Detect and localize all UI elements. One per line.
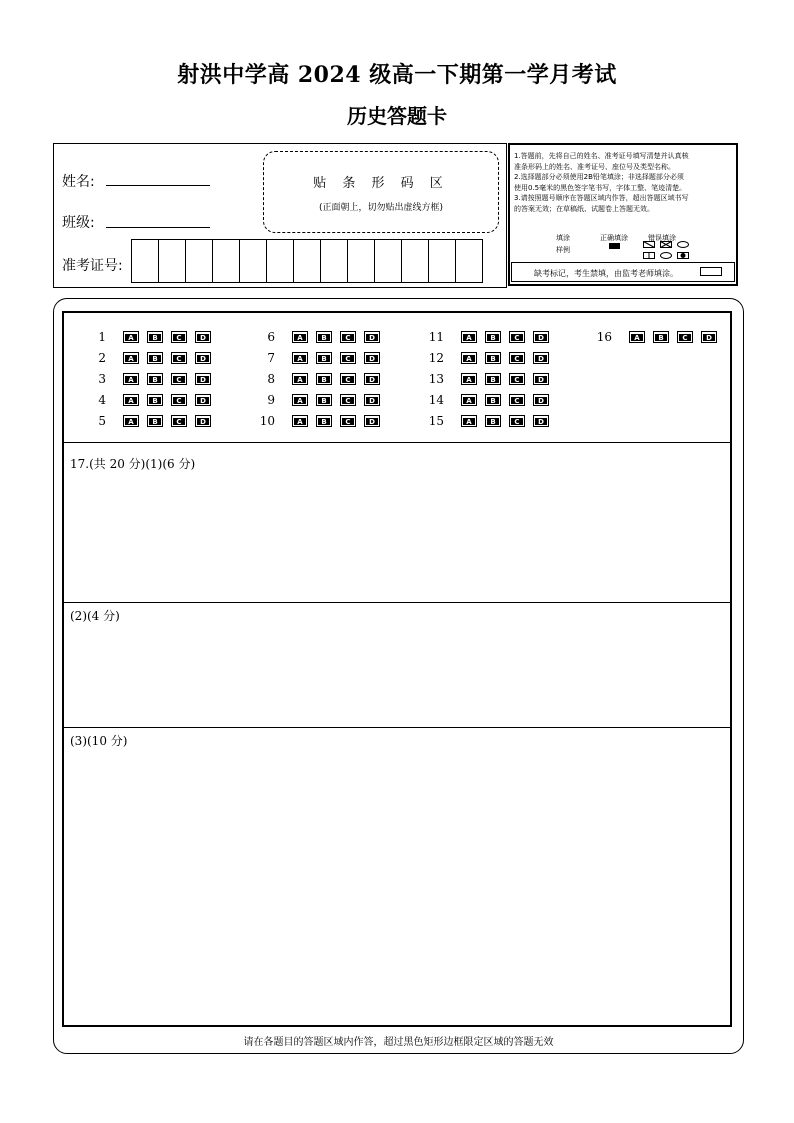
answer-bubble-a[interactable] — [292, 414, 308, 428]
question-number: 10 — [259, 414, 275, 428]
svg-text:C: C — [514, 355, 520, 364]
barcode-hint: (正面朝上，切勿贴出虚线方框) — [318, 203, 444, 213]
answer-bubble-d[interactable] — [533, 393, 549, 407]
choice-question-row — [86, 393, 211, 407]
svg-text:C: C — [176, 376, 182, 385]
svg-text:B: B — [152, 376, 158, 385]
answer-bubble-c[interactable] — [509, 393, 525, 407]
svg-text:A: A — [466, 397, 472, 406]
question-number: 11 — [428, 330, 444, 344]
question-number: 15 — [428, 414, 444, 428]
answer-bubble-a[interactable] — [123, 330, 139, 344]
svg-text:A: A — [466, 418, 472, 427]
svg-text:D: D — [538, 355, 544, 364]
exam-id-cell[interactable] — [320, 239, 348, 283]
svg-text:D: D — [369, 397, 375, 406]
svg-text:B: B — [321, 397, 327, 406]
choice-question-row — [255, 330, 380, 344]
answer-bubble-d[interactable] — [195, 330, 211, 344]
svg-text:A: A — [634, 334, 640, 343]
svg-text:D: D — [200, 418, 206, 427]
svg-text:D: D — [538, 376, 544, 385]
svg-text:B: B — [152, 397, 158, 406]
svg-text:C: C — [682, 334, 688, 343]
svg-text:C: C — [176, 334, 182, 343]
svg-text:D: D — [200, 376, 206, 385]
answer-bubble-a[interactable] — [461, 372, 477, 386]
svg-text:B: B — [490, 334, 496, 343]
svg-text:A: A — [128, 397, 134, 406]
svg-text:D: D — [369, 376, 375, 385]
answer-bubble-c[interactable] — [171, 393, 187, 407]
answer-bubble-b[interactable] — [485, 330, 501, 344]
notice-text — [514, 151, 734, 214]
class-label: 班级: — [62, 215, 95, 231]
answer-bubble-a[interactable] — [123, 351, 139, 365]
answer-bubble-a[interactable] — [123, 414, 139, 428]
svg-text:A: A — [466, 376, 472, 385]
svg-text:A: A — [297, 376, 303, 385]
svg-text:B: B — [490, 397, 496, 406]
svg-text:A: A — [297, 397, 303, 406]
divider — [62, 727, 732, 728]
answer-bubble-c[interactable] — [171, 351, 187, 365]
svg-text:D: D — [706, 334, 712, 343]
divider — [62, 602, 732, 603]
answer-bubble-b[interactable] — [316, 372, 332, 386]
answer-bubble-d[interactable] — [195, 393, 211, 407]
svg-text:C: C — [176, 355, 182, 364]
svg-text:D: D — [200, 397, 206, 406]
svg-text:D: D — [369, 418, 375, 427]
svg-text:A: A — [297, 355, 303, 364]
choice-question-row — [255, 351, 380, 365]
svg-text:B: B — [152, 355, 158, 364]
svg-text:B: B — [321, 418, 327, 427]
svg-text:D: D — [369, 334, 375, 343]
barcode-title: 贴 条 形 码 区 — [313, 176, 449, 191]
answer-bubble-a[interactable] — [461, 414, 477, 428]
svg-text:D: D — [538, 418, 544, 427]
answer-bubble-d[interactable] — [533, 414, 549, 428]
answer-bubble-b[interactable] — [485, 351, 501, 365]
answer-bubble-a[interactable] — [123, 372, 139, 386]
correct-fill-label: 正确填涂 — [600, 234, 628, 242]
name-field[interactable] — [106, 185, 210, 186]
svg-text:B: B — [152, 418, 158, 427]
correct-fill-sample — [609, 243, 620, 249]
svg-text:B: B — [321, 355, 327, 364]
exam-id-grid[interactable] — [131, 239, 482, 283]
svg-text:B: B — [490, 355, 496, 364]
footer-note: 请在各题目的答题区域内作答，超过黑色矩形边框限定区域的答题无效 — [243, 1037, 554, 1048]
answer-bubble-d[interactable] — [533, 351, 549, 365]
answer-bubble-a[interactable] — [123, 393, 139, 407]
answer-bubble-c[interactable] — [509, 414, 525, 428]
answer-bubble-b[interactable] — [653, 330, 669, 344]
class-field[interactable] — [106, 227, 210, 228]
choice-question-row — [424, 372, 549, 386]
svg-text:C: C — [345, 397, 351, 406]
svg-text:A: A — [466, 355, 472, 364]
choice-question-row — [592, 330, 717, 344]
choice-question-row — [86, 372, 211, 386]
choice-question-row — [424, 393, 549, 407]
svg-text:D: D — [538, 397, 544, 406]
answer-bubble-d[interactable] — [533, 372, 549, 386]
svg-text:A: A — [466, 334, 472, 343]
answer-bubble-a[interactable] — [292, 330, 308, 344]
sample-label: 样例 — [556, 246, 570, 254]
answer-bubble-b[interactable] — [316, 351, 332, 365]
answer-bubble-d[interactable] — [364, 393, 380, 407]
answer-bubble-b[interactable] — [147, 351, 163, 365]
absent-mark-cell[interactable] — [700, 267, 722, 276]
name-label: 姓名: — [62, 174, 95, 190]
answer-bubble-b[interactable] — [316, 414, 332, 428]
svg-text:C: C — [514, 397, 520, 406]
answer-bubble-b[interactable] — [316, 330, 332, 344]
answer-bubble-a[interactable] — [461, 330, 477, 344]
answer-bubble-c[interactable] — [509, 330, 525, 344]
answer-bubble-c[interactable] — [171, 414, 187, 428]
answer-bubble-c[interactable] — [340, 330, 356, 344]
answer-bubble-a[interactable] — [292, 372, 308, 386]
question-number: 4 — [98, 393, 106, 407]
q17-part3-answer-area[interactable] — [63, 748, 731, 1023]
answer-bubble-a[interactable] — [292, 393, 308, 407]
exam-id-cell[interactable] — [347, 239, 375, 283]
svg-text:C: C — [345, 376, 351, 385]
answer-bubble-d[interactable] — [364, 414, 380, 428]
svg-text:C: C — [514, 334, 520, 343]
question-number: 5 — [98, 414, 106, 428]
exam-id-cell[interactable] — [455, 239, 483, 283]
exam-id-cell[interactable] — [428, 239, 456, 283]
svg-text:A: A — [128, 376, 134, 385]
choice-question-row — [424, 414, 549, 428]
answer-bubble-d[interactable] — [195, 372, 211, 386]
question-number: 14 — [428, 393, 444, 407]
notice-line: 使用0.5毫米的黑色签字笔书写，字体工整、笔迹清楚。 — [514, 183, 687, 192]
svg-text:A: A — [128, 334, 134, 343]
answer-bubble-a[interactable] — [461, 393, 477, 407]
svg-text:B: B — [490, 376, 496, 385]
svg-text:A: A — [128, 355, 134, 364]
q17-label: 17.(共 20 分)(1)(6 分) — [70, 457, 196, 471]
answer-bubble-c[interactable] — [677, 330, 693, 344]
svg-text:A: A — [297, 418, 303, 427]
wrong-fill-label: 错误填涂 — [648, 234, 676, 242]
card-subtitle: 历史答题卡 — [347, 104, 447, 128]
svg-text:B: B — [321, 376, 327, 385]
answer-bubble-d[interactable] — [364, 372, 380, 386]
notice-line: 2.选择题部分必须使用2B铅笔填涂；非选择题部分必须 — [514, 173, 684, 181]
q17-part3-label: (3)(10 分) — [70, 734, 128, 748]
fill-label: 填涂 — [556, 234, 570, 242]
answer-bubble-b[interactable] — [147, 372, 163, 386]
svg-text:C: C — [345, 418, 351, 427]
notice-line: 1.答题前，先将自己的姓名、准考证号填写清楚并认真核 — [514, 152, 689, 160]
answer-bubble-a[interactable] — [629, 330, 645, 344]
svg-text:B: B — [490, 418, 496, 427]
question-number: 8 — [267, 372, 275, 386]
notice-line: 3.请按照题号顺序在答题区域内作答，超出答题区域书写 — [514, 194, 689, 202]
exam-id-cell[interactable] — [293, 239, 321, 283]
absent-note: 缺考标记，考生禁填，由监考老师填涂。 — [534, 269, 678, 278]
svg-text:D: D — [200, 334, 206, 343]
answer-bubble-d[interactable] — [195, 351, 211, 365]
answer-bubble-b[interactable] — [485, 393, 501, 407]
choice-question-row — [86, 351, 211, 365]
answer-bubble-c[interactable] — [171, 330, 187, 344]
svg-text:B: B — [152, 334, 158, 343]
wrong-fill-samples — [643, 241, 691, 261]
divider — [62, 442, 732, 443]
q17-part2-answer-area[interactable] — [63, 623, 731, 723]
answer-bubble-d[interactable] — [364, 351, 380, 365]
exam-title: 射洪中学高 2024 级高一下期第一学月考试 — [177, 62, 617, 88]
question-number: 3 — [98, 372, 106, 386]
exam-id-label: 准考证号: — [62, 258, 123, 274]
answer-bubble-b[interactable] — [147, 393, 163, 407]
answer-bubble-d[interactable] — [195, 414, 211, 428]
question-number: 2 — [98, 351, 106, 365]
question-number: 9 — [267, 393, 275, 407]
answer-bubble-a[interactable] — [461, 351, 477, 365]
answer-bubble-b[interactable] — [147, 330, 163, 344]
question-number: 16 — [596, 330, 612, 344]
answer-bubble-b[interactable] — [485, 372, 501, 386]
question-number: 1 — [98, 330, 106, 344]
exam-id-cell[interactable] — [239, 239, 267, 283]
svg-text:B: B — [658, 334, 664, 343]
question-number: 7 — [267, 351, 275, 365]
answer-bubble-a[interactable] — [292, 351, 308, 365]
svg-text:D: D — [538, 334, 544, 343]
answer-bubble-c[interactable] — [340, 414, 356, 428]
svg-text:C: C — [176, 397, 182, 406]
notice-line: 的答案无效；在草稿纸、试题卷上答题无效。 — [514, 204, 654, 213]
choice-question-row — [255, 414, 380, 428]
answer-bubble-b[interactable] — [485, 414, 501, 428]
question-number: 12 — [428, 351, 444, 365]
exam-id-cell[interactable] — [158, 239, 186, 283]
q17-part1-answer-area[interactable] — [63, 470, 731, 600]
svg-text:A: A — [128, 418, 134, 427]
svg-text:C: C — [514, 418, 520, 427]
answer-bubble-d[interactable] — [701, 330, 717, 344]
svg-text:B: B — [321, 334, 327, 343]
choice-question-row — [255, 393, 380, 407]
answer-bubble-b[interactable] — [316, 393, 332, 407]
answer-bubble-d[interactable] — [364, 330, 380, 344]
notice-line: 准条形码上的姓名、准考证号、座位号及类型名称。 — [514, 162, 675, 171]
answer-bubble-c[interactable] — [340, 351, 356, 365]
choice-question-row — [255, 372, 380, 386]
answer-bubble-c[interactable] — [509, 351, 525, 365]
svg-text:A: A — [297, 334, 303, 343]
exam-id-cell[interactable] — [185, 239, 213, 283]
answer-bubble-c[interactable] — [340, 393, 356, 407]
svg-text:C: C — [176, 418, 182, 427]
exam-id-cell[interactable] — [401, 239, 429, 283]
choice-question-row — [86, 414, 211, 428]
svg-text:D: D — [369, 355, 375, 364]
question-number: 6 — [267, 330, 275, 344]
answer-bubble-c[interactable] — [171, 372, 187, 386]
exam-id-cell[interactable] — [131, 239, 159, 283]
choice-question-row — [86, 330, 211, 344]
answer-bubble-c[interactable] — [340, 372, 356, 386]
barcode-area — [263, 151, 499, 233]
choice-question-row — [424, 351, 549, 365]
question-number: 13 — [428, 372, 444, 386]
exam-id-cell[interactable] — [212, 239, 240, 283]
answer-bubble-b[interactable] — [147, 414, 163, 428]
answer-bubble-c[interactable] — [509, 372, 525, 386]
exam-id-cell[interactable] — [374, 239, 402, 283]
choice-question-row — [424, 330, 549, 344]
svg-text:D: D — [200, 355, 206, 364]
answer-bubble-d[interactable] — [533, 330, 549, 344]
svg-text:C: C — [345, 355, 351, 364]
exam-id-cell[interactable] — [266, 239, 294, 283]
q17-part2-label: (2)(4 分) — [70, 609, 120, 623]
svg-text:C: C — [345, 334, 351, 343]
svg-text:C: C — [514, 376, 520, 385]
